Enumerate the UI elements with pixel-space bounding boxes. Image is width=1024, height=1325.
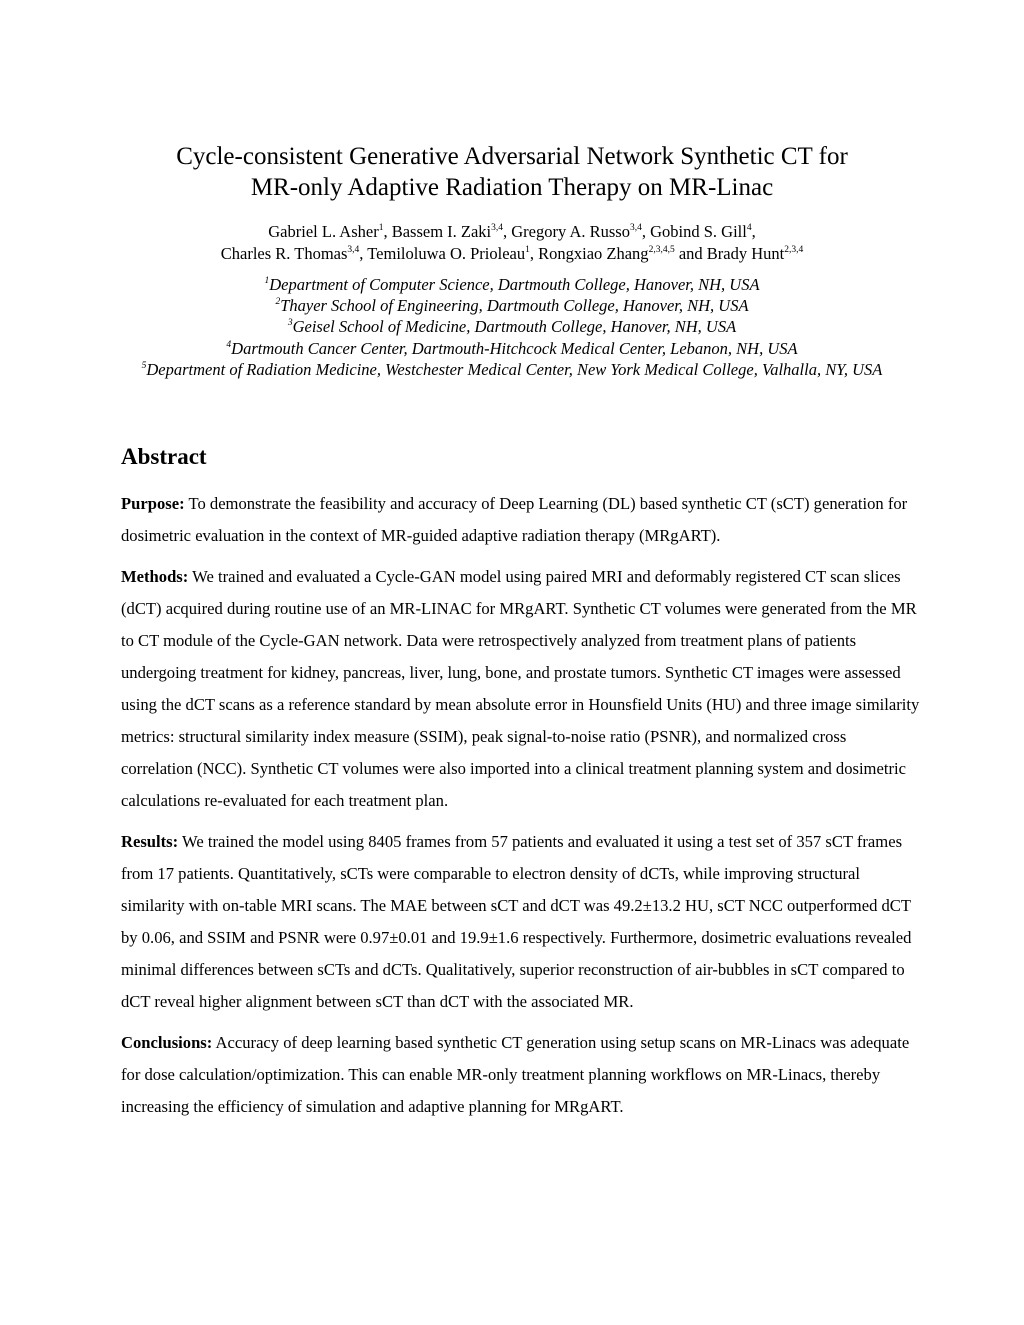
author-list <box>100 221 924 265</box>
author-name: Gobind S. Gill <box>650 222 747 241</box>
affiliation-list <box>100 274 924 380</box>
author-separator: , <box>641 222 651 241</box>
abstract-heading: Abstract <box>121 444 207 469</box>
results-paragraph <box>121 826 921 1018</box>
author-separator: , <box>383 222 392 241</box>
author-affiliation-mark: 3,4 <box>347 244 360 255</box>
author-affiliation-mark: 1 <box>378 222 384 233</box>
affiliation-item <box>100 338 924 359</box>
conclusions-text: Accuracy of deep learning based synthetic CT generation using setup scans on MR-Linacs was adequate for dose calculation/optimization. This can enable MR-only treatment planning workflows on MR-Linacs, thereby increasing the efficiency of simulation and adaptive planning for MRgART. <box>121 1033 910 1116</box>
author-name: Gregory A. Russo <box>511 222 630 241</box>
affiliation-item <box>100 295 924 316</box>
conclusions-paragraph <box>121 1027 921 1123</box>
author-separator: , <box>751 222 756 241</box>
author-separator: , <box>529 244 539 263</box>
author-affiliation-mark: 2,3,4 <box>784 244 804 255</box>
affiliation-item <box>100 274 924 295</box>
methods-text: We trained and evaluated a Cycle-GAN model using paired MRI and deformably registered CT scan slices (dCT) acquired during routine use of an MR-LINAC for MRgART. Synthetic CT volumes were generated from the MR to CT module of the Cycle-GAN network. Data were retrospectively analyzed from treatment plans of patients undergoing treatment for kidney, pancreas, liver, lung, bone, and prostate tumors. Synthetic CT images were assessed using the dCT scans as a reference standard by mean absolute error in Hounsfield Units (HU) and three image similarity metrics: structural similarity index measure (SSIM), peak signal-to-noise ratio (PSNR), and normalized cross correlation (NCC). Synthetic CT volumes were also imported into a clinical treatment planning system and dosimetric calculations re-evaluated for each treatment plan. <box>121 567 920 810</box>
title-line-1: Cycle-consistent Generative Adversarial Network Synthetic CT for <box>176 143 848 170</box>
author-separator: , <box>359 244 368 263</box>
author-affiliation-mark: 1 <box>525 244 530 255</box>
affiliation-text: Department of Radiation Medicine, Westchester Medical Center, New York Medical College, Valhalla, NY, USA <box>146 359 883 379</box>
author-name: Gabriel L. Asher <box>268 222 379 241</box>
affiliation-text: Dartmouth Cancer Center, Dartmouth-Hitchcock Medical Center, Lebanon, NH, USA <box>231 338 798 358</box>
affiliation-number: 1 <box>264 275 270 286</box>
purpose-paragraph <box>121 488 921 552</box>
author-affiliation-mark: 3,4 <box>491 222 504 233</box>
affiliation-number: 3 <box>287 318 293 329</box>
affiliation-text: Thayer School of Engineering, Dartmouth College, Hanover, NH, USA <box>280 296 749 316</box>
affiliation-text: Department of Computer Science, Dartmouth College, Hanover, NH, USA <box>269 275 760 294</box>
methods-label: Methods: <box>121 567 189 586</box>
affiliation-number: 5 <box>141 360 147 371</box>
title-line-2: MR-only Adaptive Radiation Therapy on MR-Linac <box>250 174 774 201</box>
affiliation-item <box>100 316 924 337</box>
purpose-text: To demonstrate the feasibility and accuracy of Deep Learning (DL) based synthetic CT (sCT) generation for dosimetric evaluation in the context of MR-guided adaptive radiation therapy (MRgART). <box>121 494 908 545</box>
author-name: Brady Hunt <box>706 244 785 263</box>
author-name: Charles R. Thomas <box>220 244 348 263</box>
affiliation-text: Geisel School of Medicine, Dartmouth College, Hanover, NH, USA <box>292 317 737 337</box>
author-name: Bassem I. Zaki <box>391 222 492 241</box>
affiliation-number: 4 <box>226 339 232 350</box>
results-label: Results: <box>121 832 179 851</box>
affiliation-number: 2 <box>275 297 281 308</box>
author-affiliation-mark: 2,3,4,5 <box>648 244 675 255</box>
affiliation-item <box>100 359 924 380</box>
author-name: Temiloluwa O. Prioleau <box>367 244 526 263</box>
conclusions-label: Conclusions: <box>121 1033 213 1052</box>
author-name: Rongxiao Zhang <box>538 244 649 263</box>
purpose-label: Purpose: <box>121 494 185 513</box>
results-text: We trained the model using 8405 frames from 57 patients and evaluated it using a test set of 357 sCT frames from 17 patients. Quantitatively, sCTs were comparable to electron density of dCTs, while improving structural similarity with on-table MRI scans. The MAE between sCT and dCT was 49.2±13.2 HU, sCT NCC outperformed dCT by 0.06, and SSIM and PSNR were 0.97±0.01 and 19.9±1.6 respectively. Furthermore, dosimetric evaluations revealed minimal differences between sCTs and dCTs. Qualitatively, superior reconstruction of air-bubbles in sCT compared to dCT reveal higher alignment between sCT than dCT with the associated MR. <box>121 832 912 1011</box>
author-affiliation-mark: 4 <box>746 222 752 233</box>
abstract-body <box>121 488 921 1132</box>
author-line-2 <box>100 243 924 265</box>
paper-title <box>100 141 924 203</box>
author-affiliation-mark: 3,4 <box>629 222 642 233</box>
methods-paragraph <box>121 561 921 817</box>
author-separator: , <box>503 222 512 241</box>
author-separator: and <box>674 244 707 263</box>
author-line-1 <box>100 221 924 243</box>
